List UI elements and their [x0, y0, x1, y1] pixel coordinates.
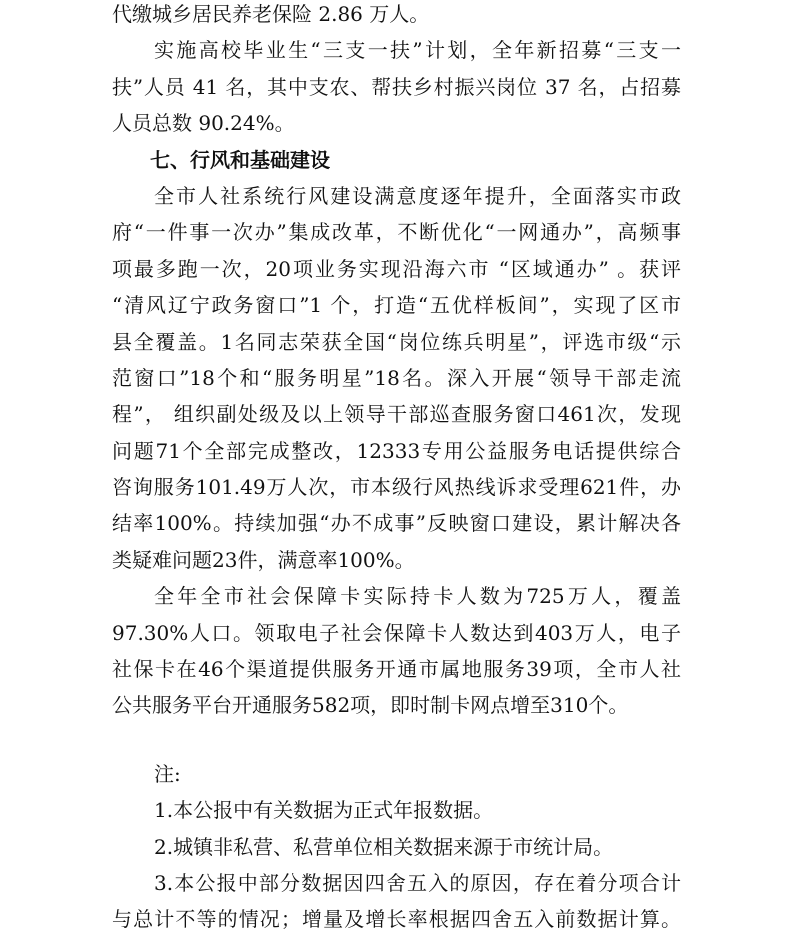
notes-block: [112, 756, 681, 938]
paragraph-line: 程”， 组织副处级及以上领导干部巡查服务窗口461次，发现: [112, 402, 681, 427]
note-item: 3.本公报中部分数据因四舍五入的原因，存在着分项合计: [154, 870, 681, 895]
paragraph-line: 类疑难问题23件，满意率100%。: [112, 547, 415, 572]
paragraph-line: 范窗口”18个和“服务明星”18名。深入开展“领导干部走流: [112, 365, 681, 390]
paragraph-line: 项最多跑一次，20项业务实现沿海六市 “区域通办” 。获评: [112, 256, 681, 281]
paragraph-line: 咨询服务101.49万人次，市本级行风热线诉求受理621件，办: [112, 475, 681, 500]
paragraph-line: 全市人社系统行风建设满意度逐年提升，全面落实市政: [154, 183, 681, 208]
paragraph-line: 问题71个全部完成整改，12333专用公益服务电话提供综合: [112, 438, 681, 463]
social-security-card-paragraph: [112, 578, 681, 724]
paragraph-line: “清风辽宁政务窗口”1 个，打造“五优样板间”，实现了区市: [112, 293, 681, 318]
note-item-continuation: 与总计不等的情况；增量及增长率根据四舍五入前数据计算。: [112, 907, 681, 932]
paragraph-line: 97.30%人口。领取电子社会保障卡人数达到403万人，电子: [112, 620, 681, 645]
paragraph-line: 社保卡在46个渠道提供服务开通市属地服务39项，全市人社: [112, 657, 681, 682]
service-style-paragraph: [112, 178, 681, 578]
paragraph-line: 公共服务平台开通服务582项，即时制卡网点增至310个。: [112, 693, 629, 718]
section-heading: 七、行风和基础建设: [150, 147, 330, 172]
paragraph-line: 人员总数 90.24%。: [112, 111, 295, 136]
pension-tail-line: 代缴城乡居民养老保险 2.86 万人。: [112, 2, 430, 26]
paragraph-line: 扶”人员 41 名，其中支农、帮扶乡村振兴岗位 37 名，占招募: [112, 74, 681, 99]
paragraph-line: 府“一件事一次办”集成改革，不断优化“一网通办”，高频事: [112, 220, 681, 245]
note-item: 1.本公报中有关数据为正式年报数据。: [154, 798, 494, 823]
paragraph-line: 实施高校毕业生“三支一扶”计划，全年新招募“三支一: [154, 38, 681, 63]
notes-title: 注:: [154, 761, 181, 786]
paragraph-line: 县全覆盖。1名同志荣获全国“岗位练兵明星”，评选市级“示: [112, 329, 681, 354]
paragraph-line: 结率100%。持续加强“办不成事”反映窗口建设，累计解决各: [112, 511, 681, 536]
section-spacer: [112, 724, 681, 756]
note-item: 2.城镇非私营、私营单位相关数据来源于市统计局。: [154, 834, 614, 859]
three-support-paragraph: [112, 32, 681, 141]
paragraph-line: 全年全市社会保障卡实际持卡人数为725万人，覆盖: [154, 584, 681, 609]
